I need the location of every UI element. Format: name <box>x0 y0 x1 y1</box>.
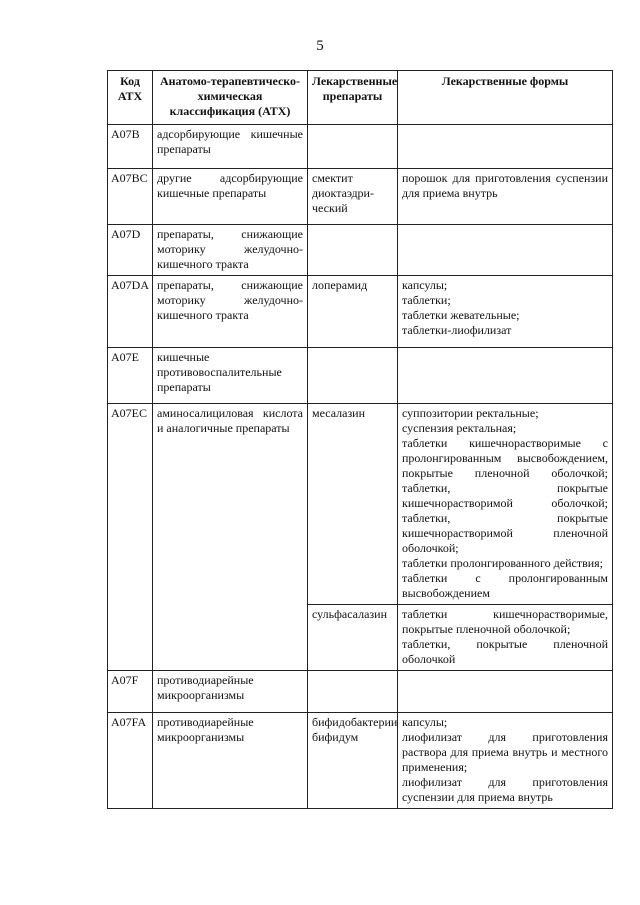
cell-forms <box>398 404 613 605</box>
page-number: 5 <box>316 38 324 54</box>
header-drugs: Лекарственные препараты <box>308 71 398 125</box>
cell-drug <box>308 225 398 276</box>
cell-forms <box>398 125 613 169</box>
cell-forms <box>398 605 613 671</box>
cell-classification: адсорбирующие кишечные препараты <box>153 125 308 169</box>
form-item: таблетки кишечнорастворимые с пролонгированным высвобождением, покрытые пленочной оболочкой; таблетки, покрытые кишечнорастворимой оболочкой; таблетки, покрытые кишечнорастворимой пленочной оболочкой; <box>402 436 608 555</box>
cell-classification: аминосалициловая кислота и аналогичные препараты <box>153 404 308 671</box>
cell-drug: лоперамид <box>308 276 398 348</box>
cell-classification: кишечные противовоспалительные препараты <box>153 348 308 404</box>
header-classification: Анатомо-терапевтическо-химическая классификация (АТХ) <box>153 71 308 125</box>
form-item: таблетки-лиофилизат <box>402 323 512 337</box>
cell-classification: противодиарейные микроорганизмы <box>153 671 308 713</box>
atx-table <box>107 70 613 809</box>
cell-forms <box>398 225 613 276</box>
cell-code: A07F <box>108 671 153 713</box>
cell-drug <box>308 348 398 404</box>
cell-code: A07E <box>108 348 153 404</box>
table-row <box>108 169 613 225</box>
table-row <box>108 125 613 169</box>
form-item: порошок для приготовления суспензии для приема внутрь <box>402 171 608 200</box>
form-item: лиофилизат для приготовления суспензии для приема внутрь <box>402 775 608 804</box>
form-item: капсулы; <box>402 715 448 729</box>
cell-drug: сульфасалазин <box>308 605 398 671</box>
cell-drug: смектит диоктаэдри-ческий <box>308 169 398 225</box>
cell-classification: противодиарейные микроорганизмы <box>153 713 308 809</box>
cell-code: A07D <box>108 225 153 276</box>
cell-forms <box>398 713 613 809</box>
cell-code: A07FA <box>108 713 153 809</box>
cell-forms <box>398 169 613 225</box>
cell-drug: месалазин <box>308 404 398 605</box>
cell-classification: другие адсорбирующие кишечные препараты <box>153 169 308 225</box>
table-row <box>108 276 613 348</box>
form-item: таблетки; <box>402 293 451 307</box>
cell-forms <box>398 276 613 348</box>
form-item: суппозитории ректальные; <box>402 406 539 420</box>
form-item: таблетки пролонгированного действия; <box>402 556 604 570</box>
form-item: таблетки кишечнорастворимые, покрытые пленочной оболочкой; <box>402 607 608 636</box>
form-item: таблетки, покрытые пленочной оболочкой <box>402 637 608 666</box>
form-item: таблетки жевательные; <box>402 308 520 322</box>
table-row <box>108 404 613 605</box>
header-forms: Лекарственные формы <box>398 71 613 125</box>
cell-code: A07DA <box>108 276 153 348</box>
table-row <box>108 348 613 404</box>
cell-drug: бифидобактерии бифидум <box>308 713 398 809</box>
cell-forms <box>398 671 613 713</box>
table-row <box>108 225 613 276</box>
cell-code: A07B <box>108 125 153 169</box>
cell-classification: препараты, снижающие моторику желудочно-кишечного тракта <box>153 276 308 348</box>
table-row <box>108 713 613 809</box>
form-item: таблетки с пролонгированным высвобождением <box>402 571 608 600</box>
cell-code: A07BC <box>108 169 153 225</box>
table-row <box>108 671 613 713</box>
cell-forms <box>398 348 613 404</box>
cell-drug <box>308 125 398 169</box>
table-header-row <box>108 71 613 125</box>
header-code: Код АТХ <box>108 71 153 125</box>
form-item: капсулы; <box>402 278 448 292</box>
cell-classification: препараты, снижающие моторику желудочно-кишечного тракта <box>153 225 308 276</box>
cell-code: A07EC <box>108 404 153 671</box>
form-item: суспензия ректальная; <box>402 421 517 435</box>
cell-drug <box>308 671 398 713</box>
form-item: лиофилизат для приготовления раствора для приема внутрь и местного применения; <box>402 730 608 774</box>
